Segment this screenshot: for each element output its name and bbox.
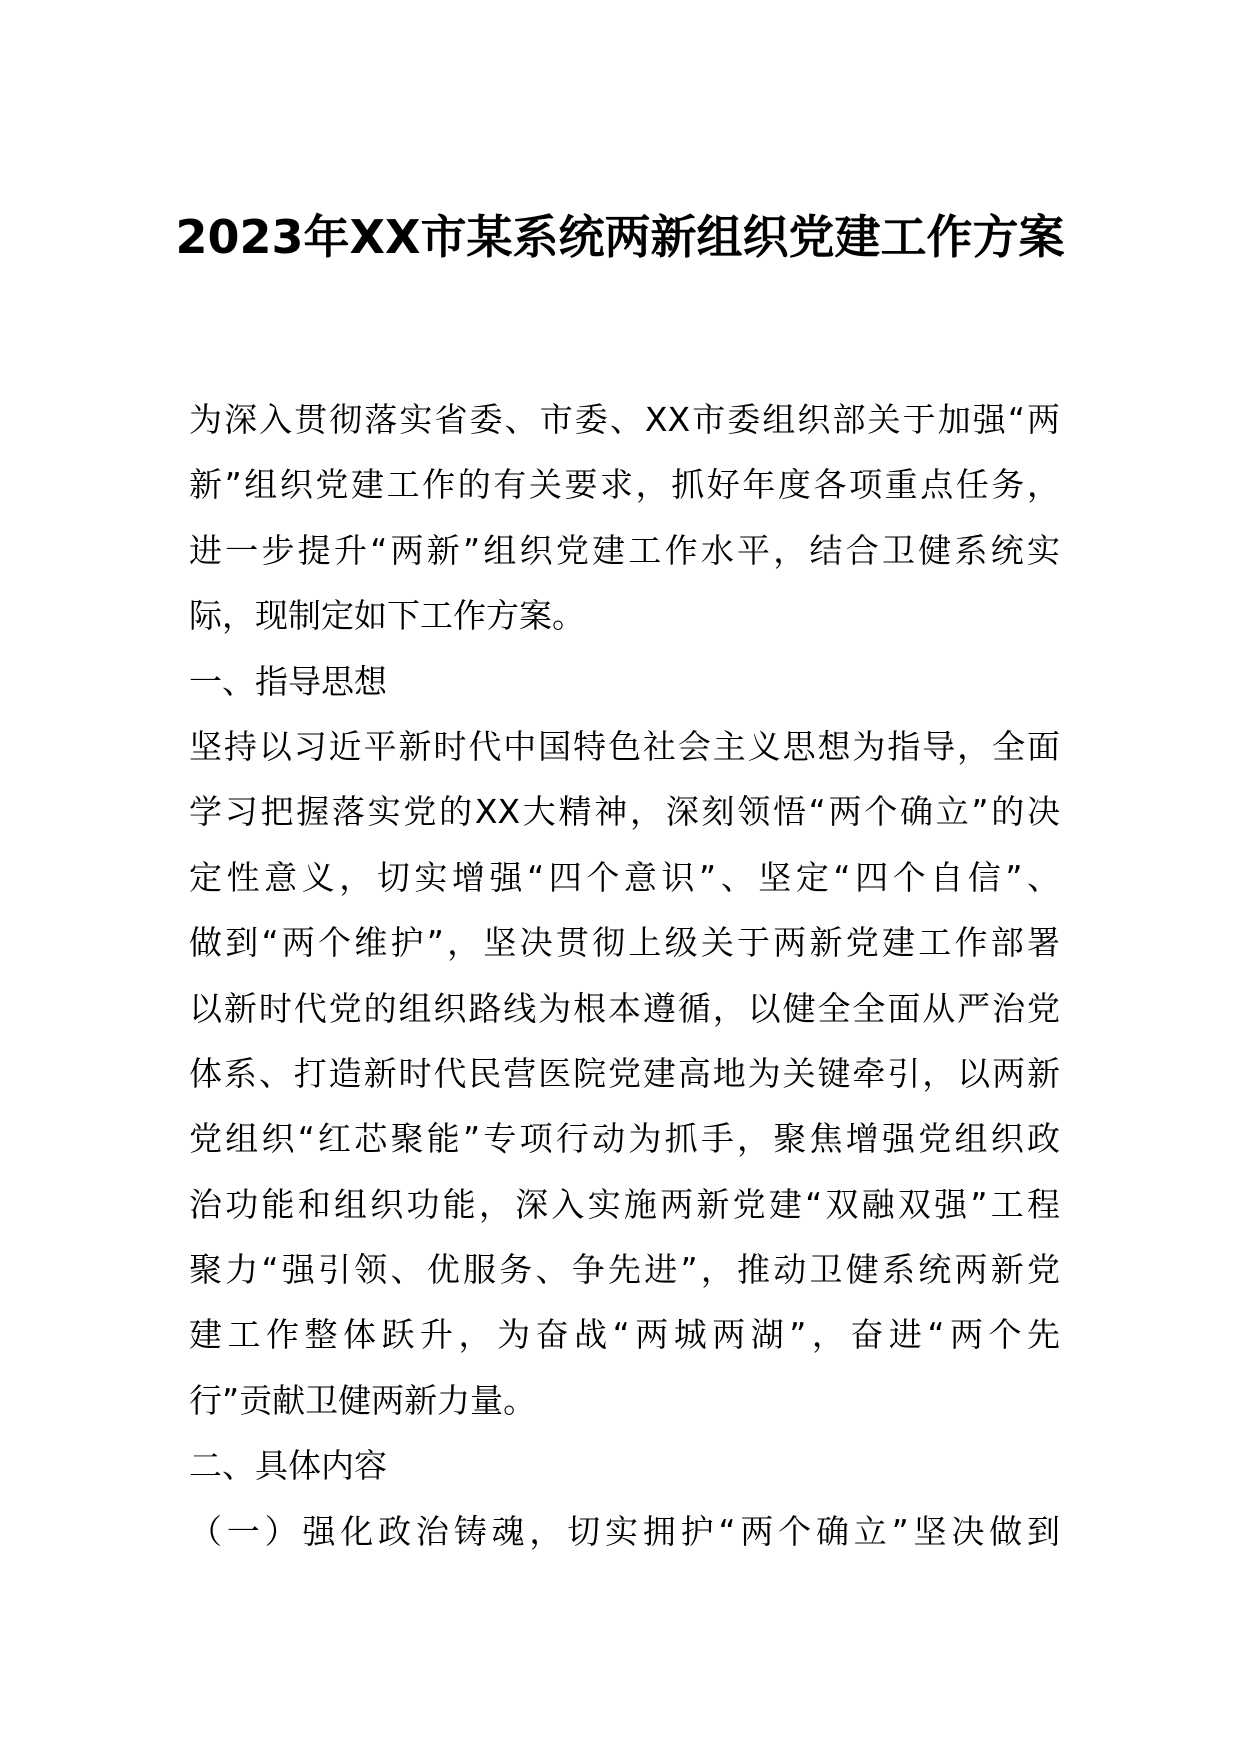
- paragraph-line: 新”组织党建工作的有关要求，抓好年度各项重点任务，: [189, 465, 1060, 505]
- paragraph-line: 体系、打造新时代民营医院党建高地为关键牵引，以两新: [189, 1053, 1060, 1093]
- paragraph-line: 际，现制定如下工作方案。: [189, 596, 585, 636]
- paragraph-line: 进一步提升“两新”组织党建工作水平，结合卫健系统实: [189, 530, 1060, 570]
- paragraph-line: 治功能和组织功能，深入实施两新党建“双融双强”工程: [189, 1184, 1060, 1224]
- paragraph-line: 党组织“红芯聚能”专项行动为抓手，聚焦增强党组织政: [189, 1119, 1060, 1159]
- paragraph-line: 二、具体内容: [189, 1446, 387, 1486]
- document-title: 2023年XX市某系统两新组织党建工作方案: [175, 210, 1065, 264]
- document-body: [189, 387, 1060, 1564]
- paragraph-line: 行”贡献卫健两新力量。: [189, 1380, 537, 1420]
- paragraph-line: 为深入贯彻落实省委、市委、XX市委组织部关于加强“两: [189, 400, 1060, 439]
- paragraph-line: 以新时代党的组织路线为根本遵循，以健全全面从严治党: [189, 988, 1060, 1028]
- paragraph-line: 学习把握落实党的XX大精神，深刻领悟“两个确立”的决: [189, 792, 1060, 832]
- paragraph-line: 建工作整体跃升，为奋战“两城两湖”，奋进“两个先: [189, 1315, 1060, 1355]
- paragraph-line: 一、指导思想: [189, 661, 387, 701]
- paragraph-line: 做到“两个维护”，坚决贯彻上级关于两新党建工作部署: [189, 923, 1060, 963]
- paragraph-line: 定性意义，切实增强“四个意识”、坚定“四个自信”、: [189, 857, 1060, 897]
- paragraph-line: 聚力“强引领、优服务、争先进”，推动卫健系统两新党: [189, 1250, 1060, 1290]
- paragraph-line: 坚持以习近平新时代中国特色社会主义思想为指导，全面: [189, 726, 1060, 766]
- paragraph-line: （一）强化政治铸魂，切实拥护“两个确立”坚决做到: [189, 1511, 1060, 1551]
